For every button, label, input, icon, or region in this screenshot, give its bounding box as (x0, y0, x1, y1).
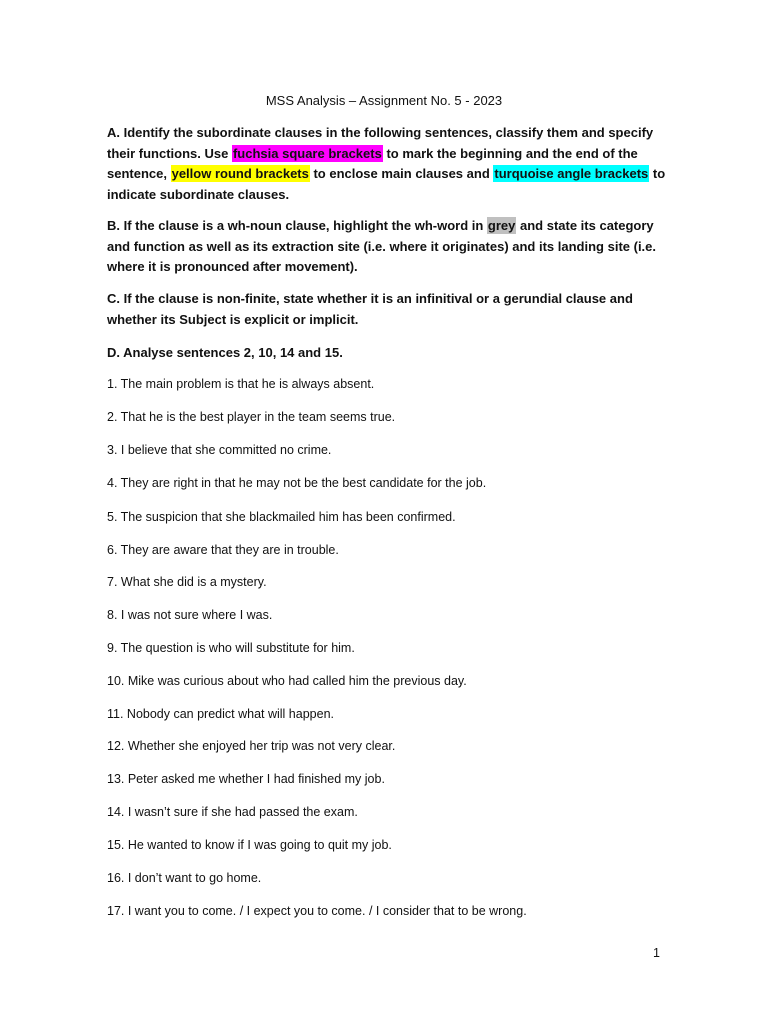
instruction-a-text-2: to mark the beginning and the end of the sentence, (107, 145, 638, 181)
sentence-12: 12. Whether she enjoyed her trip was not very clear. (107, 739, 396, 753)
highlight-yellow: yellow round brackets (171, 166, 309, 181)
instruction-a (107, 123, 667, 205)
sentence-5: 5. The suspicion that she blackmailed him has been confirmed. (107, 510, 456, 524)
sentence-10: 10. Mike was curious about who had called him the previous day. (107, 674, 467, 688)
highlight-turquoise: turquoise angle brackets (494, 166, 649, 181)
sentence-4: 4. They are right in that he may not be the best candidate for the job. (107, 476, 487, 490)
instruction-a-text-4: to indicate subordinate clauses. (107, 166, 666, 202)
sentence-16: 16. I don’t want to go home. (107, 871, 262, 885)
instruction-b-text-2: and state its category and function as well as its extraction site (i.e. where it originates) and its landing site (i.e. where it is pronounced after movement). (107, 218, 657, 274)
document-title: MSS Analysis – Assignment No. 5 - 2023 (265, 93, 503, 108)
sentence-2: 2. That he is the best player in the team seems true. (107, 410, 396, 424)
instruction-a-text-1: A. Identify the subordinate clauses in the following sentences, classify them and specify their functions. Use (107, 125, 654, 161)
highlight-fuchsia: fuchsia square brackets (232, 145, 382, 161)
highlight-grey: grey (487, 218, 516, 233)
sentence-14: 14. I wasn’t sure if she had passed the exam. (107, 805, 358, 819)
sentence-6: 6. They are aware that they are in trouble. (107, 543, 339, 557)
sentence-17: 17. I want you to come. / I expect you to come. / I consider that to be wrong. (107, 904, 527, 918)
sentence-3: 3. I believe that she committed no crime. (107, 443, 332, 457)
page-number: 1 (653, 946, 660, 960)
sentence-9: 9. The question is who will substitute for him. (107, 641, 355, 655)
sentence-8: 8. I was not sure where I was. (107, 608, 273, 622)
sentence-11: 11. Nobody can predict what will happen. (107, 707, 334, 721)
sentence-15: 15. He wanted to know if I was going to quit my job. (107, 838, 392, 852)
sentence-13: 13. Peter asked me whether I had finished my job. (107, 772, 385, 786)
sentence-1: 1. The main problem is that he is always absent. (107, 377, 375, 391)
sentence-7: 7. What she did is a mystery. (107, 575, 267, 589)
instruction-c: C. If the clause is non-finite, state whether it is an infinitival or a gerundial clause and whether its Subject is explicit or implicit. (107, 291, 633, 327)
instruction-b (107, 216, 667, 278)
instruction-b-text-1: B. If the clause is a wh-noun clause, highlight the wh-word in (107, 218, 487, 233)
instruction-a-text-3: to enclose main clauses and (309, 166, 494, 181)
instruction-d: D. Analyse sentences 2, 10, 14 and 15. (107, 345, 343, 360)
